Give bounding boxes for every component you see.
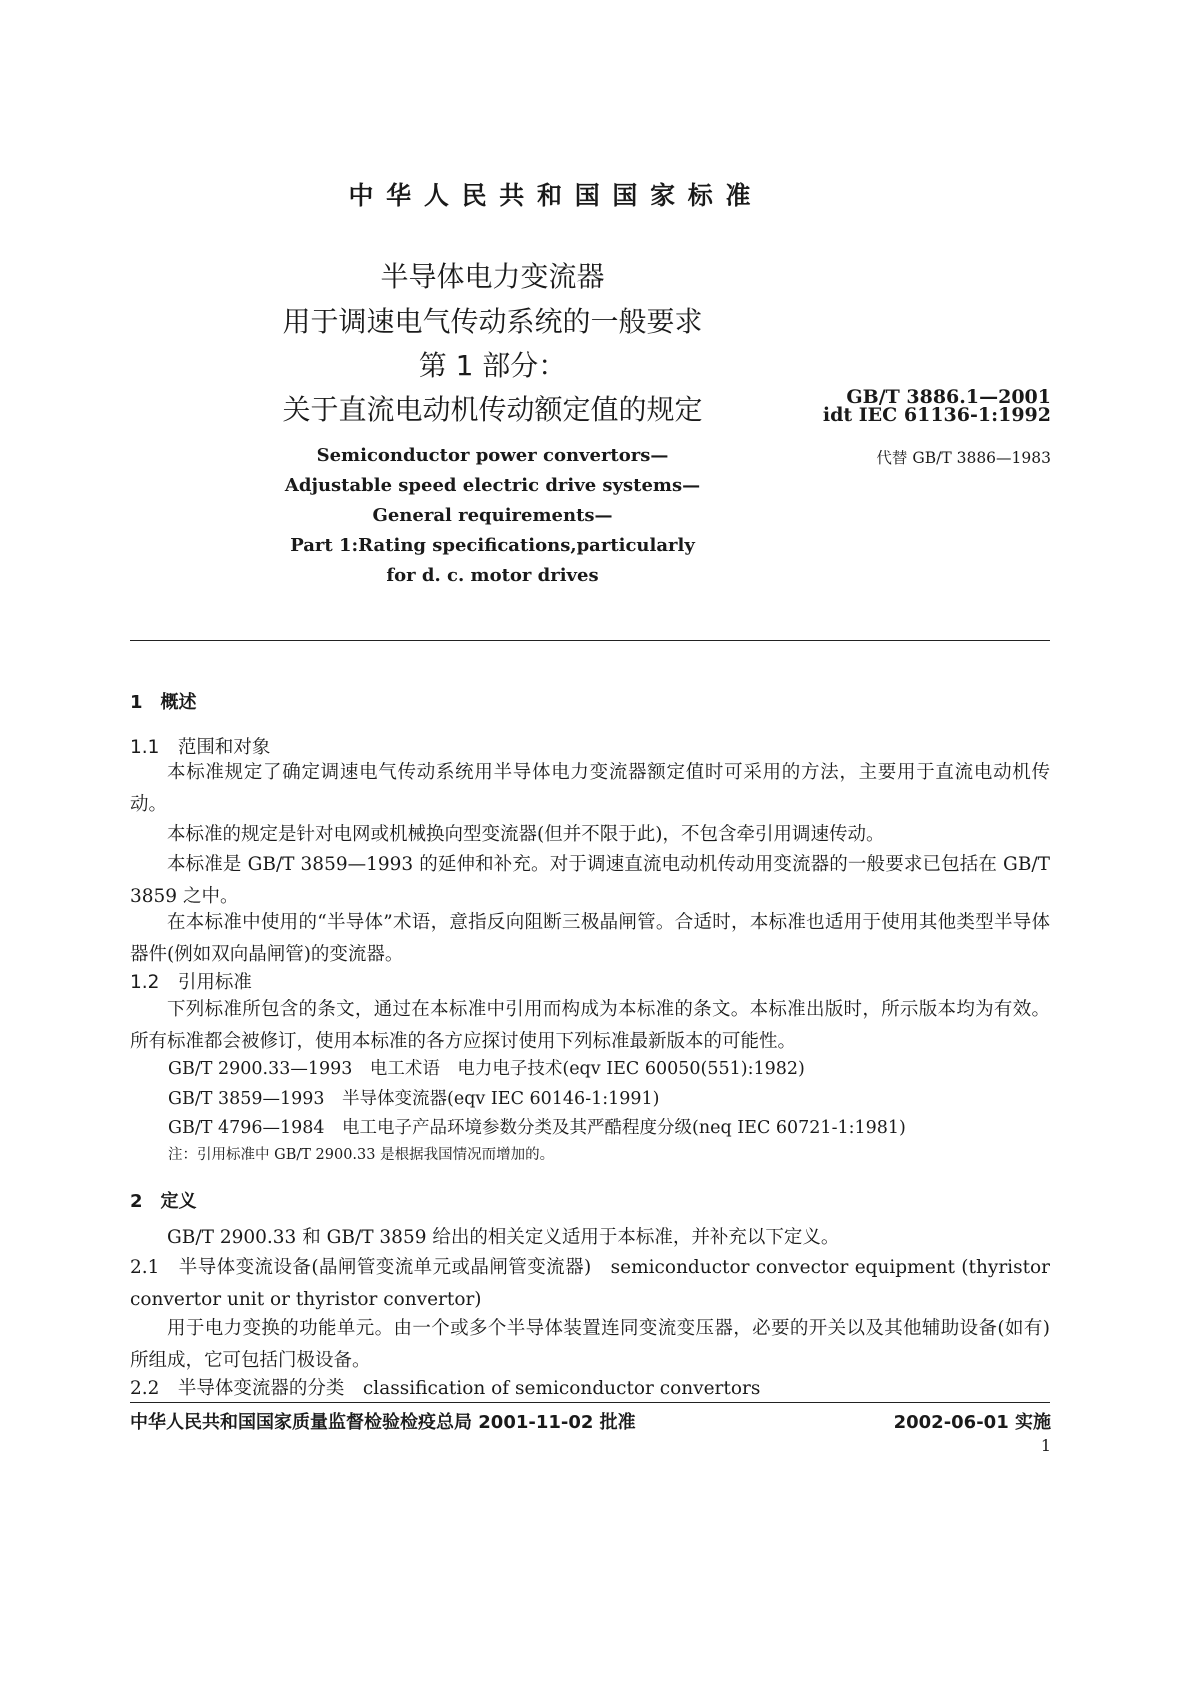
section-2-1-paragraph-1: 用于电力变换的功能单元。由一个或多个半导体装置连同变流变压器，必要的开关以及其他辅助设备(如有)所组成，它可包括门极设备。 (130, 1318, 1050, 1371)
title-line-1: 半导体电力变流器 (380, 260, 605, 293)
reference-item-2: GB/T 3859—1993 半导体变流器(eqv IEC 60146-1:1991) (168, 1089, 660, 1109)
section-1-2-heading: 1.2 引用标准 (130, 972, 252, 993)
section-2-paragraph-1: GB/T 2900.33 和 GB/T 3859 给出的相关定义适用于本标准，并补充以下定义。 (167, 1227, 840, 1248)
title-line-4: 关于直流电动机传动额定值的规定 (282, 393, 703, 426)
title-line-3: 第 1 部分： (418, 349, 567, 382)
reference-item-3: GB/T 4796—1984 电工电子产品环境参数分类及其严酷程度分级(neq IEC 60721-1:1981) (168, 1118, 906, 1138)
page-number: 1 (1040, 1436, 1051, 1455)
section-1-heading: 1 概述 (130, 692, 197, 713)
idt-reference: idt IEC 61136-1:1992 (822, 404, 1051, 426)
english-title-line-1: Semiconductor power convertors— (316, 445, 669, 466)
replaces-note: 代替 GB/T 3886—1983 (876, 449, 1051, 467)
section-1-1-heading: 1.1 范围和对象 (130, 737, 271, 758)
section-1-1-paragraph-1: 本标准规定了确定调速电气传动系统用半导体电力变流器额定值时可采用的方法，主要用于直流电动机传动。 (130, 762, 1050, 815)
english-title-line-2: Adjustable speed electric drive systems— (284, 475, 701, 496)
section-2-1-heading: 2.1 半导体变流设备(晶闸管变流单元或晶闸管变流器) semiconductor convector equipment (thyristor convertor unit or thyristor convertor) (130, 1257, 1050, 1310)
reference-note: 注：引用标准中 GB/T 2900.33 是根据我国情况而增加的。 (168, 1147, 555, 1163)
section-1-1-paragraph-3: 本标准是 GB/T 3859—1993 的延伸和补充。对于调速直流电动机传动用变流器的一般要求已包括在 GB/T 3859 之中。 (130, 854, 1050, 907)
english-title-line-4: Part 1:Rating specifications,particularly (290, 535, 695, 556)
national-standard-title: 中 华 人 民 共 和 国 国 家 标 准 (348, 181, 753, 210)
footer-divider (130, 1402, 1050, 1403)
section-2-2-heading: 2.2 半导体变流器的分类 classification of semiconductor convertors (130, 1378, 761, 1399)
reference-item-1: GB/T 2900.33—1993 电工术语 电力电子技术(eqv IEC 60050(551):1982) (168, 1059, 805, 1079)
english-title-line-3: General requirements— (372, 505, 613, 526)
english-title-line-5: for d. c. motor drives (386, 565, 599, 586)
section-2-heading: 2 定义 (130, 1191, 197, 1212)
section-1-2-paragraph-1: 下列标准所包含的条文，通过在本标准中引用而构成为本标准的条文。本标准出版时，所示版本均为有效。所有标准都会被修订，使用本标准的各方应探讨使用下列标准最新版本的可能性。 (130, 999, 1050, 1052)
header-divider (130, 640, 1050, 641)
section-1-1-paragraph-4: 在本标准中使用的“半导体”术语，意指反向阻断三极晶闸管。合适时，本标准也适用于使用其他类型半导体器件(例如双向晶闸管)的变流器。 (130, 912, 1050, 965)
title-line-2: 用于调速电气传动系统的一般要求 (282, 305, 703, 338)
effective-date: 2002-06-01 实施 (893, 1412, 1051, 1433)
section-1-1-paragraph-2: 本标准的规定是针对电网或机械换向型变流器(但并不限于此)，不包含牵引用调速传动。 (167, 824, 885, 845)
approval-line: 中华人民共和国国家质量监督检验检疫总局 2001-11-02 批准 (130, 1412, 636, 1433)
standard-code: GB/T 3886.1—2001 (846, 386, 1051, 408)
